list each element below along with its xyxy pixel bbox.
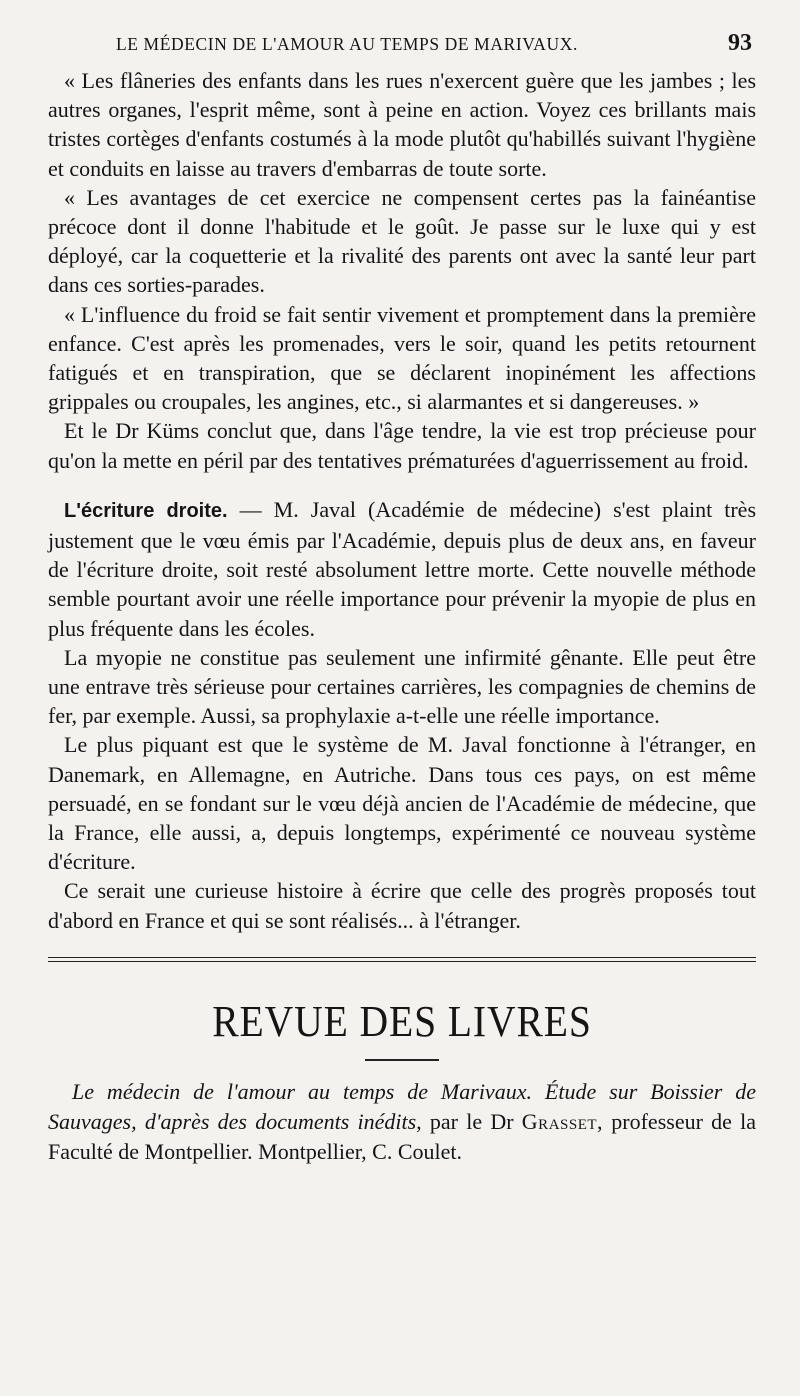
paragraph-avantages: « Les avantages de cet exercice ne compensent certes pas la fainéantise précoce dont il donne l'habitude et le goût. Je passe sur le luxe qui y est déployé, car la coquetterie et la rivalité des parents ont avec la santé leur part dans ces sorties-parades. bbox=[48, 184, 756, 298]
short-rule-divider bbox=[365, 1059, 439, 1061]
section-ecriture-droite bbox=[48, 495, 756, 643]
book-page bbox=[48, 30, 756, 1189]
review-by: par le Dr bbox=[421, 1108, 522, 1134]
double-rule-divider bbox=[48, 957, 756, 962]
section-run-in-title: L'écriture droite. bbox=[64, 499, 228, 522]
section-heading: REVUE DES LIVRES bbox=[212, 996, 592, 1046]
paragraph-histoire-progres: Ce serait une curieuse histoire à écrire que celle des progrès proposés tout d'abord en France et qui se sont réalisés... à l'étranger. bbox=[48, 878, 756, 933]
paragraph-systeme-javal: Le plus piquant est que le système de M. Javal fonctionne à l'étranger, en Danemark, en Allemagne, en Autriche. Dans tous ces pays, on est même persuadé, en se fondant sur le vœu déjà ancien de l'Académie de médecine, que la France, elle aussi, a, depuis longtemps, expérimenté ce nouveau système d'écriture. bbox=[48, 732, 756, 875]
review-publisher: professeur de la Faculté de Montpellier. Montpellier, C. Coulet. bbox=[48, 1108, 757, 1164]
running-title: LE MÉDECIN DE L'AMOUR AU TEMPS DE MARIVAUX. bbox=[116, 34, 578, 54]
book-review-entry bbox=[48, 1077, 756, 1167]
page-number: 93 bbox=[728, 30, 752, 56]
review-author: Grasset, bbox=[521, 1108, 604, 1134]
article-body bbox=[48, 66, 756, 935]
review-book-title: Le médecin de l'amour au temps de Marivaux. Étude sur Boissier de Sauvages, d'après des documents inédits, bbox=[48, 1078, 756, 1134]
paragraph-flaneries: « Les flâneries des enfants dans les rues n'exercent guère que les jambes ; les autres organes, l'esprit même, sont à peine en action. Voyez ces brillants mais tristes cortèges d'enfants costumés à la mode plutôt qu'habillés suivant l'hygiène et conduits en laisse au travers d'embarras de toute sorte. bbox=[48, 68, 756, 181]
paragraph-myopie: La myopie ne constitue pas seulement une infirmité gênante. Elle peut être une entrave très sérieuse pour certaines carrières, les compagnies de chemins de fer, par exemple. Aussi, sa prophylaxie a-t-elle une réelle importance. bbox=[48, 644, 756, 729]
paragraph-conclusion-kums: Et le Dr Küms conclut que, dans l'âge tendre, la vie est trop précieuse pour qu'on la mette en péril par des tentatives prématurées d'aguerrissement au froid. bbox=[48, 418, 756, 473]
paragraph-influence-froid: « L'influence du froid se fait sentir vivement et promptement dans la première enfance. C'est après les promenades, vers le soir, quand les petits retournent fatigués et en transpiration, que se déclarent inopinément les affections grippales ou croupales, les angines, etc., si alarmantes et si dangereuses. » bbox=[48, 301, 756, 415]
running-head bbox=[48, 30, 756, 66]
section-first-paragraph: — M. Javal (Académie de médecine) s'est plaint très justement que le vœu émis par l'Académie, depuis plus de deux ans, en faveur de l'écriture droite, soit resté absolument lettre morte. Cette nouvelle méthode semble pourtant avoir une réelle importance pour prévenir la myopie de plus en plus fréquente dans les écoles. bbox=[48, 496, 757, 641]
